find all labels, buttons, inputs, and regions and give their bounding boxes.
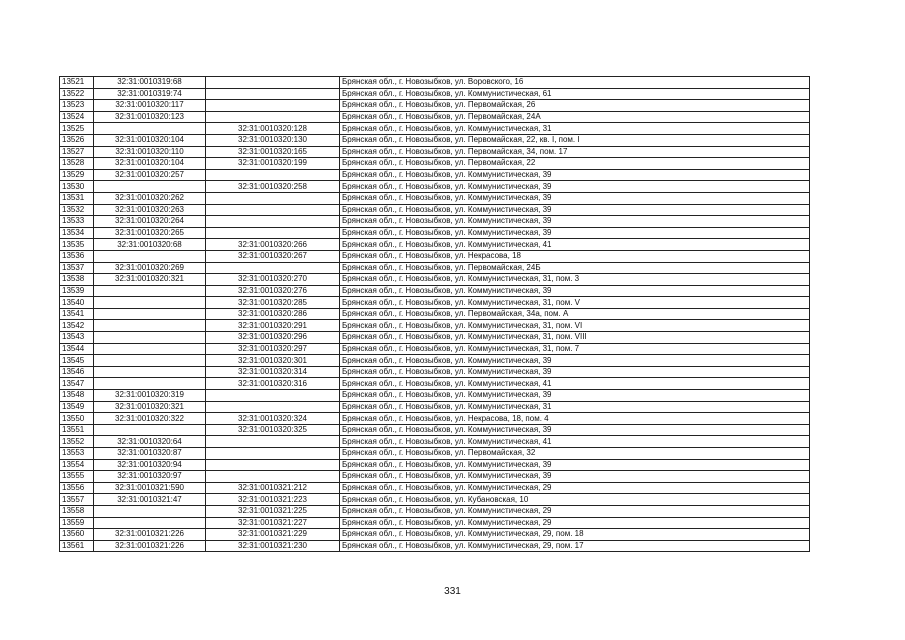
cadastral-number-cell: 32:31:0010321:590 — [94, 482, 206, 494]
row-number-cell: 13540 — [60, 297, 94, 309]
row-number-cell: 13525 — [60, 123, 94, 135]
linked-cadastral-number-cell: 32:31:0010321:230 — [206, 540, 340, 552]
address-cell: Брянская обл., г. Новозыбков, ул. Коммунистическая, 39 — [340, 216, 810, 228]
linked-cadastral-number-cell — [206, 77, 340, 89]
linked-cadastral-number-cell — [206, 448, 340, 460]
cadastral-number-cell: 32:31:0010320:265 — [94, 227, 206, 239]
table-row — [60, 285, 810, 297]
row-number-cell: 13543 — [60, 332, 94, 344]
address-cell: Брянская обл., г. Новозыбков, ул. Некрасова, 18, пом. 4 — [340, 413, 810, 425]
cadastral-number-cell: 32:31:0010320:87 — [94, 448, 206, 460]
table-row — [60, 181, 810, 193]
table-row — [60, 88, 810, 100]
address-cell: Брянская обл., г. Новозыбков, ул. Первомайская, 26 — [340, 100, 810, 112]
table-row — [60, 134, 810, 146]
linked-cadastral-number-cell: 32:31:0010320:286 — [206, 308, 340, 320]
address-cell: Брянская обл., г. Новозыбков, ул. Коммунистическая, 41 — [340, 436, 810, 448]
address-cell: Брянская обл., г. Новозыбков, ул. Первомайская, 24Б — [340, 262, 810, 274]
cadastral-number-cell — [94, 366, 206, 378]
row-number-cell: 13546 — [60, 366, 94, 378]
table-row — [60, 297, 810, 309]
table-row — [60, 390, 810, 402]
address-cell: Брянская обл., г. Новозыбков, ул. Коммунистическая, 29 — [340, 482, 810, 494]
cadastral-number-cell — [94, 355, 206, 367]
table-row — [60, 158, 810, 170]
address-cell: Брянская обл., г. Новозыбков, ул. Коммунистическая, 39 — [340, 204, 810, 216]
linked-cadastral-number-cell: 32:31:0010320:270 — [206, 274, 340, 286]
cadastral-number-cell: 32:31:0010320:262 — [94, 192, 206, 204]
row-number-cell: 13544 — [60, 343, 94, 355]
cadastral-number-cell: 32:31:0010320:104 — [94, 134, 206, 146]
cadastral-number-cell: 32:31:0010320:110 — [94, 146, 206, 158]
cadastral-number-cell: 32:31:0010320:97 — [94, 471, 206, 483]
row-number-cell: 13534 — [60, 227, 94, 239]
row-number-cell: 13524 — [60, 111, 94, 123]
table-row — [60, 540, 810, 552]
cadastral-number-cell: 32:31:0010320:68 — [94, 239, 206, 251]
row-number-cell: 13531 — [60, 192, 94, 204]
cadastral-number-cell: 32:31:0010320:321 — [94, 401, 206, 413]
table-row — [60, 192, 810, 204]
cadastral-number-cell — [94, 505, 206, 517]
table-row — [60, 413, 810, 425]
address-cell: Брянская обл., г. Новозыбков, ул. Коммунистическая, 39 — [340, 390, 810, 402]
address-cell: Брянская обл., г. Новозыбков, ул. Первомайская, 24А — [340, 111, 810, 123]
cadastral-number-cell: 32:31:0010321:47 — [94, 494, 206, 506]
address-cell: Брянская обл., г. Новозыбков, ул. Коммунистическая, 31, пом. 7 — [340, 343, 810, 355]
address-cell: Брянская обл., г. Новозыбков, ул. Коммунистическая, 39 — [340, 366, 810, 378]
cadastral-number-cell: 32:31:0010320:263 — [94, 204, 206, 216]
row-number-cell: 13541 — [60, 308, 94, 320]
row-number-cell: 13559 — [60, 517, 94, 529]
address-cell: Брянская обл., г. Новозыбков, ул. Коммунистическая, 39 — [340, 471, 810, 483]
page-number: 331 — [444, 586, 461, 597]
linked-cadastral-number-cell — [206, 390, 340, 402]
cadastral-number-cell — [94, 320, 206, 332]
table-row — [60, 494, 810, 506]
table-row — [60, 482, 810, 494]
linked-cadastral-number-cell — [206, 100, 340, 112]
linked-cadastral-number-cell: 32:31:0010320:199 — [206, 158, 340, 170]
linked-cadastral-number-cell: 32:31:0010321:225 — [206, 505, 340, 517]
linked-cadastral-number-cell: 32:31:0010320:130 — [206, 134, 340, 146]
row-number-cell: 13556 — [60, 482, 94, 494]
cadastral-number-cell: 32:31:0010319:74 — [94, 88, 206, 100]
cadastral-number-cell: 32:31:0010321:226 — [94, 529, 206, 541]
address-cell: Брянская обл., г. Новозыбков, ул. Первомайская, 34а, пом. А — [340, 308, 810, 320]
row-number-cell: 13532 — [60, 204, 94, 216]
table-row — [60, 448, 810, 460]
linked-cadastral-number-cell — [206, 88, 340, 100]
table-row — [60, 471, 810, 483]
linked-cadastral-number-cell — [206, 204, 340, 216]
linked-cadastral-number-cell — [206, 401, 340, 413]
linked-cadastral-number-cell: 32:31:0010320:316 — [206, 378, 340, 390]
row-number-cell: 13536 — [60, 250, 94, 262]
address-cell: Брянская обл., г. Новозыбков, ул. Коммунистическая, 31 — [340, 123, 810, 135]
address-cell: Брянская обл., г. Новозыбков, ул. Коммунистическая, 29, пом. 17 — [340, 540, 810, 552]
table-row — [60, 517, 810, 529]
linked-cadastral-number-cell: 32:31:0010320:301 — [206, 355, 340, 367]
linked-cadastral-number-cell: 32:31:0010320:128 — [206, 123, 340, 135]
row-number-cell: 13521 — [60, 77, 94, 89]
address-cell: Брянская обл., г. Новозыбков, ул. Коммунистическая, 39 — [340, 227, 810, 239]
linked-cadastral-number-cell: 32:31:0010320:291 — [206, 320, 340, 332]
linked-cadastral-number-cell: 32:31:0010320:314 — [206, 366, 340, 378]
table-row — [60, 424, 810, 436]
linked-cadastral-number-cell — [206, 471, 340, 483]
row-number-cell: 13539 — [60, 285, 94, 297]
cadastral-number-cell — [94, 517, 206, 529]
linked-cadastral-number-cell — [206, 169, 340, 181]
address-cell: Брянская обл., г. Новозыбков, ул. Коммунистическая, 31, пом. VI — [340, 320, 810, 332]
cadastral-number-cell — [94, 250, 206, 262]
cadastral-number-cell — [94, 285, 206, 297]
row-number-cell: 13557 — [60, 494, 94, 506]
address-cell: Брянская обл., г. Новозыбков, ул. Первомайская, 22, кв. I, пом. I — [340, 134, 810, 146]
table-row — [60, 401, 810, 413]
row-number-cell: 13523 — [60, 100, 94, 112]
table-row — [60, 169, 810, 181]
table-row — [60, 227, 810, 239]
linked-cadastral-number-cell: 32:31:0010320:296 — [206, 332, 340, 344]
linked-cadastral-number-cell: 32:31:0010320:276 — [206, 285, 340, 297]
linked-cadastral-number-cell: 32:31:0010320:324 — [206, 413, 340, 425]
address-cell: Брянская обл., г. Новозыбков, ул. Коммунистическая, 31 — [340, 401, 810, 413]
cadastral-number-cell — [94, 424, 206, 436]
address-cell: Брянская обл., г. Новозыбков, ул. Коммунистическая, 39 — [340, 169, 810, 181]
row-number-cell: 13555 — [60, 471, 94, 483]
cadastral-number-cell: 32:31:0010320:319 — [94, 390, 206, 402]
cadastral-number-cell: 32:31:0010320:123 — [94, 111, 206, 123]
row-number-cell: 13527 — [60, 146, 94, 158]
table-row — [60, 505, 810, 517]
linked-cadastral-number-cell: 32:31:0010320:325 — [206, 424, 340, 436]
row-number-cell: 13537 — [60, 262, 94, 274]
address-cell: Брянская обл., г. Новозыбков, ул. Первомайская, 34, пом. 17 — [340, 146, 810, 158]
linked-cadastral-number-cell — [206, 262, 340, 274]
address-cell: Брянская обл., г. Новозыбков, ул. Коммунистическая, 31, пом. VIII — [340, 332, 810, 344]
linked-cadastral-number-cell: 32:31:0010321:223 — [206, 494, 340, 506]
table-row — [60, 100, 810, 112]
cadastral-number-cell: 32:31:0010320:94 — [94, 459, 206, 471]
row-number-cell: 13552 — [60, 436, 94, 448]
linked-cadastral-number-cell: 32:31:0010321:227 — [206, 517, 340, 529]
cadastral-number-cell: 32:31:0010321:226 — [94, 540, 206, 552]
address-cell: Брянская обл., г. Новозыбков, ул. Первомайская, 32 — [340, 448, 810, 460]
table-row — [60, 123, 810, 135]
linked-cadastral-number-cell: 32:31:0010320:267 — [206, 250, 340, 262]
cadastral-number-cell — [94, 332, 206, 344]
address-cell: Брянская обл., г. Новозыбков, ул. Воровского, 16 — [340, 77, 810, 89]
table-row — [60, 239, 810, 251]
table-row — [60, 308, 810, 320]
address-cell: Брянская обл., г. Новозыбков, ул. Коммунистическая, 41 — [340, 378, 810, 390]
table-row — [60, 355, 810, 367]
linked-cadastral-number-cell — [206, 459, 340, 471]
row-number-cell: 13560 — [60, 529, 94, 541]
table-row — [60, 216, 810, 228]
table-row — [60, 274, 810, 286]
address-cell: Брянская обл., г. Новозыбков, ул. Коммунистическая, 39 — [340, 355, 810, 367]
row-number-cell: 13558 — [60, 505, 94, 517]
address-cell: Брянская обл., г. Новозыбков, ул. Коммунистическая, 29 — [340, 505, 810, 517]
row-number-cell: 13526 — [60, 134, 94, 146]
cadastral-number-cell — [94, 378, 206, 390]
linked-cadastral-number-cell: 32:31:0010321:212 — [206, 482, 340, 494]
table-row — [60, 250, 810, 262]
table-row — [60, 378, 810, 390]
table-row — [60, 459, 810, 471]
address-cell: Брянская обл., г. Новозыбков, ул. Коммунистическая, 31, пом. V — [340, 297, 810, 309]
address-cell: Брянская обл., г. Новозыбков, ул. Коммунистическая, 39 — [340, 181, 810, 193]
cadastral-number-cell — [94, 308, 206, 320]
row-number-cell: 13545 — [60, 355, 94, 367]
linked-cadastral-number-cell: 32:31:0010320:285 — [206, 297, 340, 309]
row-number-cell: 13542 — [60, 320, 94, 332]
cadastral-number-cell: 32:31:0010320:321 — [94, 274, 206, 286]
row-number-cell: 13528 — [60, 158, 94, 170]
address-cell: Брянская обл., г. Новозыбков, ул. Коммунистическая, 39 — [340, 424, 810, 436]
linked-cadastral-number-cell: 32:31:0010320:297 — [206, 343, 340, 355]
row-number-cell: 13538 — [60, 274, 94, 286]
cadastral-number-cell: 32:31:0010320:269 — [94, 262, 206, 274]
linked-cadastral-number-cell: 32:31:0010320:258 — [206, 181, 340, 193]
registry-table-body — [60, 77, 810, 552]
table-row — [60, 366, 810, 378]
cadastral-number-cell — [94, 181, 206, 193]
linked-cadastral-number-cell — [206, 192, 340, 204]
row-number-cell: 13550 — [60, 413, 94, 425]
address-cell: Брянская обл., г. Новозыбков, ул. Кубановская, 10 — [340, 494, 810, 506]
row-number-cell: 13548 — [60, 390, 94, 402]
linked-cadastral-number-cell: 32:31:0010321:229 — [206, 529, 340, 541]
linked-cadastral-number-cell: 32:31:0010320:165 — [206, 146, 340, 158]
row-number-cell: 13533 — [60, 216, 94, 228]
cadastral-number-cell — [94, 123, 206, 135]
address-cell: Брянская обл., г. Новозыбков, ул. Коммунистическая, 31, пом. 3 — [340, 274, 810, 286]
row-number-cell: 13551 — [60, 424, 94, 436]
linked-cadastral-number-cell — [206, 436, 340, 448]
cadastral-number-cell: 32:31:0010320:264 — [94, 216, 206, 228]
cadastral-number-cell — [94, 343, 206, 355]
table-row — [60, 436, 810, 448]
row-number-cell: 13553 — [60, 448, 94, 460]
address-cell: Брянская обл., г. Новозыбков, ул. Первомайская, 22 — [340, 158, 810, 170]
row-number-cell: 13530 — [60, 181, 94, 193]
linked-cadastral-number-cell — [206, 111, 340, 123]
address-cell: Брянская обл., г. Новозыбков, ул. Коммунистическая, 61 — [340, 88, 810, 100]
address-cell: Брянская обл., г. Новозыбков, ул. Коммунистическая, 41 — [340, 239, 810, 251]
address-cell: Брянская обл., г. Новозыбков, ул. Коммунистическая, 29 — [340, 517, 810, 529]
linked-cadastral-number-cell: 32:31:0010320:266 — [206, 239, 340, 251]
table-row — [60, 320, 810, 332]
row-number-cell: 13529 — [60, 169, 94, 181]
linked-cadastral-number-cell — [206, 216, 340, 228]
cadastral-number-cell: 32:31:0010320:104 — [94, 158, 206, 170]
table-row — [60, 332, 810, 344]
row-number-cell: 13554 — [60, 459, 94, 471]
cadastral-number-cell: 32:31:0010320:257 — [94, 169, 206, 181]
address-cell: Брянская обл., г. Новозыбков, ул. Коммунистическая, 39 — [340, 285, 810, 297]
row-number-cell: 13535 — [60, 239, 94, 251]
row-number-cell: 13547 — [60, 378, 94, 390]
cadastral-number-cell: 32:31:0010320:64 — [94, 436, 206, 448]
address-cell: Брянская обл., г. Новозыбков, ул. Коммунистическая, 39 — [340, 459, 810, 471]
row-number-cell: 13549 — [60, 401, 94, 413]
cadastral-number-cell: 32:31:0010319:68 — [94, 77, 206, 89]
linked-cadastral-number-cell — [206, 227, 340, 239]
cadastral-number-cell: 32:31:0010320:322 — [94, 413, 206, 425]
address-cell: Брянская обл., г. Новозыбков, ул. Некрасова, 18 — [340, 250, 810, 262]
address-cell: Брянская обл., г. Новозыбков, ул. Коммунистическая, 39 — [340, 192, 810, 204]
cadastral-number-cell — [94, 297, 206, 309]
table-row — [60, 204, 810, 216]
table-row — [60, 146, 810, 158]
row-number-cell: 13522 — [60, 88, 94, 100]
address-cell: Брянская обл., г. Новозыбков, ул. Коммунистическая, 29, пом. 18 — [340, 529, 810, 541]
row-number-cell: 13561 — [60, 540, 94, 552]
table-row — [60, 262, 810, 274]
cadastral-number-cell: 32:31:0010320:117 — [94, 100, 206, 112]
table-row — [60, 77, 810, 89]
registry-table — [59, 76, 810, 552]
table-row — [60, 529, 810, 541]
table-row — [60, 343, 810, 355]
table-row — [60, 111, 810, 123]
